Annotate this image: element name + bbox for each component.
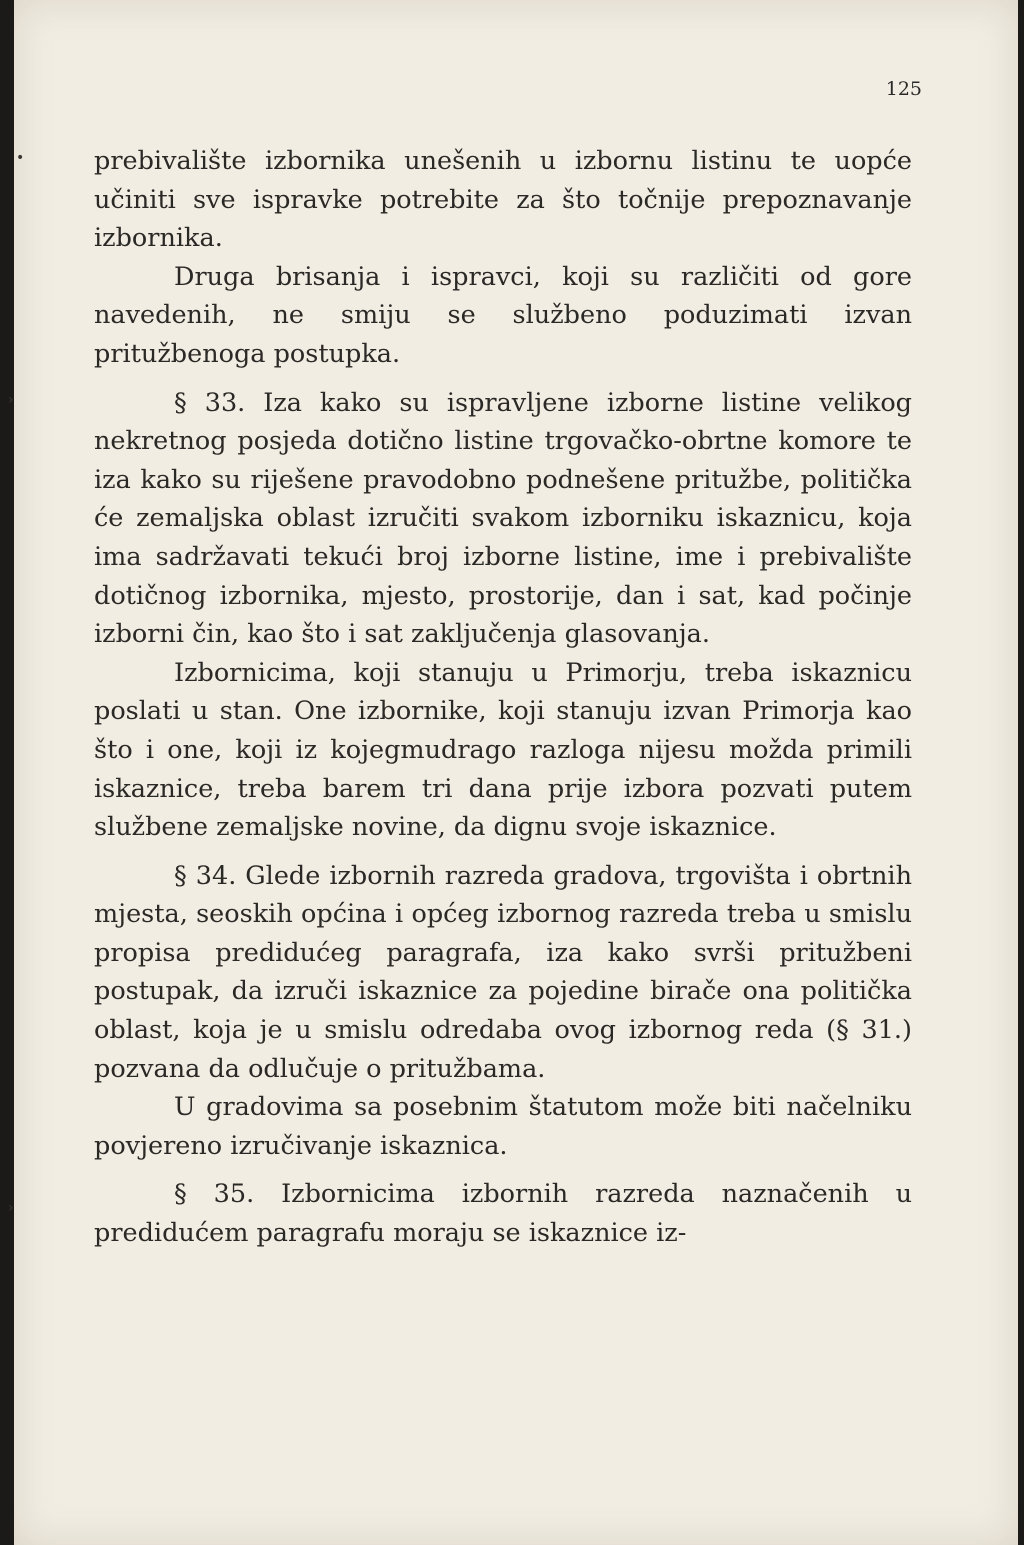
- paragraph-izbornicima: Izbornicima, koji stanuju u Primorju, treba iskaznicu poslati u stan. One izbornike, koji stanuju izvan Primorja kao što i one, koji iz kojegmudrago razloga nijesu možda primili iskaznice, treba barem tri dana prije izbora pozvati putem službene zemaljske novine, da dignu svoje iskaznice.: [94, 657, 912, 843]
- paragraph-section-34: § 34. Glede izbornih razreda gradova, trgovišta i obrtnih mjesta, seoskih općina i općeg izbornog razreda treba u smislu propisa predidućeg paragrafa, iza kako svrši pritužbeni postupak, da izruči iskaznice za pojedine birače ona politička oblast, koja je u smislu odredaba ovog izbornog reda (§ 31.) pozvana da odlučuje o pritužbama.: [94, 860, 912, 1084]
- paragraph-section-35: § 35. Izbornicima izbornih razreda naznačenih u predidućem paragrafu moraju se iskaznice iz-: [94, 1179, 912, 1249]
- paragraph-section-33: § 33. Iza kako su ispravljene izborne listine velikog nekretnog posjeda dotično listine trgovačko-obrtne komore te iza kako su riješene pravodobno podnešene pritužbe, politička će zemaljska oblast izručiti svakom izborniku iskaznicu, koja ima sadržavati tekući broj izborne listine, ime i prebivalište dotičnog izbornika, mjesto, prostorije, dan i sat, kad počinje izborni čin, kao što i sat zaključenja glasovanja.: [94, 387, 912, 650]
- paragraph-druga-brisanja: Druga brisanja i ispravci, koji su različiti od gore navedenih, ne smiju se službeno poduzimati izvan pritužbenoga postupka.: [94, 261, 912, 369]
- book-page: [8, 0, 1018, 1545]
- body-text: [94, 142, 912, 1253]
- page-number: 125: [885, 78, 922, 100]
- paragraph-continuation: prebivalište izbornika unešenih u izbornu listinu te uopće učiniti sve ispravke potrebite za što točnije prepoznavanje izbornika.: [94, 146, 912, 254]
- margin-mark-arrow: ›: [8, 1200, 14, 1216]
- paragraph-gradovima: U gradovima sa posebnim štatutom može biti načelniku povjereno izručivanje iskaznica.: [94, 1092, 912, 1161]
- margin-mark-arrow: ›: [8, 392, 14, 408]
- margin-mark-arrow: •: [16, 150, 25, 166]
